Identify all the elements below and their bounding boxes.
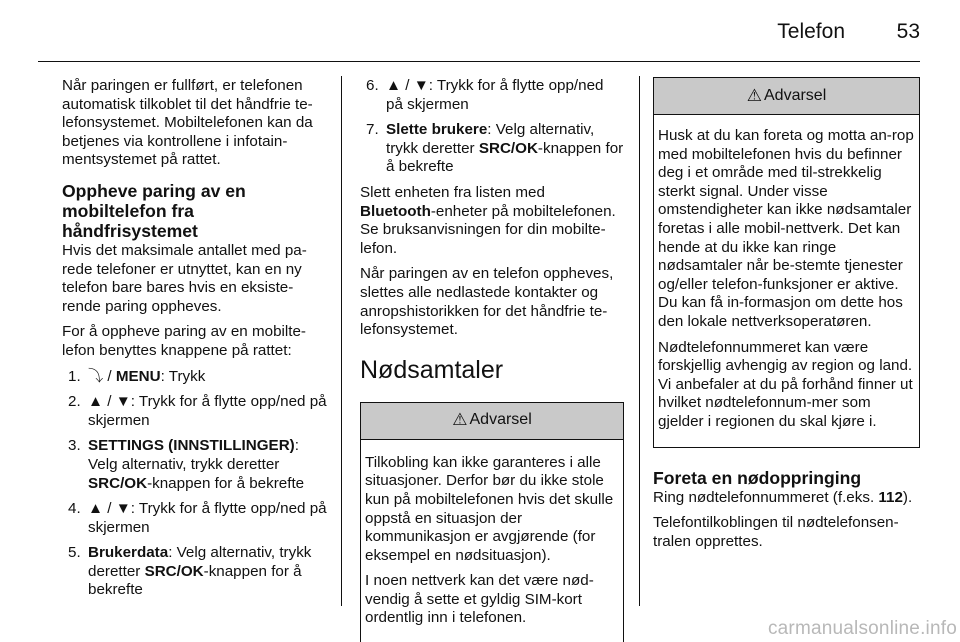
up-down-arrows-icon: ▲ / ▼ xyxy=(88,393,131,411)
step-text: -knappen for å bekrefte xyxy=(386,139,624,176)
list-item xyxy=(62,544,328,600)
paragraph xyxy=(360,184,624,258)
step-number: 3. xyxy=(68,437,81,455)
src-ok-label: SRC/OK xyxy=(144,562,204,580)
intro-paragraph: Når paringen er fullført, er telefonen automatisk tilkoblet til det håndfrie te-lefonsystemet. Mobiltelefonen kan da betjenes via kontrollene i infotain-mentsystemet på rattet. xyxy=(62,77,313,169)
step-text: : Velg alternativ, trykk deretter xyxy=(88,544,312,580)
step-text: : Trykk xyxy=(160,367,206,385)
steps-list xyxy=(62,368,328,601)
paragraph xyxy=(653,489,920,508)
warning-icon: ⚠ xyxy=(452,410,468,430)
watermark: carmanualsonline.info xyxy=(767,618,957,639)
list-item xyxy=(62,500,328,537)
text: -enheter på mobiltelefonen. Se bruksanvisningen for din mobilte-lefon. xyxy=(360,202,616,257)
list-item xyxy=(62,368,328,387)
list-item xyxy=(360,121,624,177)
section-heading-emergency-call: Foreta en nødoppringing xyxy=(653,467,862,488)
step-number: 1. xyxy=(68,367,81,385)
step-number: 5. xyxy=(68,544,81,562)
paragraph: Telefontilkoblingen til nødtelefonsen-tralen opprettes. xyxy=(653,514,899,550)
warning-text: Tilkobling kan ikke garanteres i alle situasjoner. Derfor bør du ikke stole kun på mobiltelefonen hvis det skulle oppstå en situasjon der kommunikasjon er avgjørende (for eksempel en nødsituasjon). xyxy=(365,453,614,564)
column-1 xyxy=(62,77,328,607)
text: ). xyxy=(902,488,913,506)
step-text: : Trykk for å flytte opp/ned på skjermen xyxy=(386,77,604,113)
warning-icon: ⚠ xyxy=(746,85,762,105)
text: Ring nødtelefonnummeret (f.eks. xyxy=(653,488,879,506)
paragraph: Når paringen av en telefon oppheves, slettes alle nedlastede kontakter og anropshistorikken for det håndfrie te-lefonsystemet. xyxy=(360,265,614,339)
src-ok-label: SRC/OK xyxy=(88,474,148,492)
header-title: Telefon xyxy=(777,20,845,43)
separator: / xyxy=(103,367,116,385)
warning-body xyxy=(361,440,623,642)
step-text: : Velg alternativ, trykk deretter xyxy=(88,437,299,473)
warning-text: Nødtelefonnummeret kan være forskjellig avhengig av region og land. Vi anbefaler at du på forhånd finner ut hvilket nødtelefonnum-mer som gjelder i regionen du skal kjøre i. xyxy=(658,338,913,430)
src-ok-label: SRC/OK xyxy=(478,139,538,157)
paragraph: Hvis det maksimale antallet med pa-rede telefoner er utnyttet, kan en ny telefon bare bares hvis en eksiste-rende paring oppheves. xyxy=(62,241,307,315)
up-down-arrows-icon: ▲ / ▼ xyxy=(88,500,131,518)
list-item xyxy=(62,437,328,493)
warning-label: Advarsel xyxy=(469,411,532,429)
step-text: -knappen for å bekrefte xyxy=(88,562,302,599)
warning-header xyxy=(654,78,919,115)
section-heading-emergency: Nødsamtaler xyxy=(360,355,504,384)
bluetooth-label: Bluetooth xyxy=(360,202,431,220)
step-text: : Velg alternativ, trykk deretter xyxy=(386,121,595,157)
delete-users-label: Slette brukere xyxy=(386,121,488,139)
steps-list-continued xyxy=(360,77,624,177)
phone-arrow-icon: ⤵ xyxy=(88,367,104,385)
step-number: 2. xyxy=(68,393,81,411)
user-data-label: Brukerdata xyxy=(88,544,169,562)
up-down-arrows-icon: ▲ / ▼ xyxy=(386,77,429,94)
column-3 xyxy=(653,77,920,558)
header-rule xyxy=(38,61,920,62)
warning-header xyxy=(361,403,623,440)
text: Slett enheten fra listen med xyxy=(360,183,545,201)
page-number: 53 xyxy=(896,20,920,43)
section-heading-unpair: Oppheve paring av en mobiltelefon fra håndfrisystemet xyxy=(62,180,246,241)
list-item xyxy=(62,393,328,430)
step-text: : Trykk for å flytte opp/ned på skjermen xyxy=(88,500,327,536)
step-number: 4. xyxy=(68,500,81,518)
column-2 xyxy=(360,77,624,642)
column-divider-right xyxy=(639,76,640,606)
column-divider-left xyxy=(341,76,342,606)
warning-box xyxy=(653,77,920,448)
emergency-number: 112 xyxy=(878,488,903,506)
settings-label: SETTINGS (INNSTILLINGER) xyxy=(88,437,295,455)
warning-box xyxy=(360,402,624,642)
step-number: 6. xyxy=(366,77,379,94)
warning-text: Husk at du kan foreta og motta an-rop med mobiltelefonen hvis du befinner deg i et område med til-strekkelig sterkt signal. Under visse omstendigheter kan ikke nødsamtaler foretas i alle mobil-nettverk. Det kan hende at du ikke kan ringe nødsamtaler når be-stemte tjenester og/eller telefon-funksjoner er aktive. Du kan få in-formasjon om dette hos den lokale nettverksoperatøren. xyxy=(658,127,914,330)
paragraph: For å oppheve paring av en mobilte-lefon benyttes knappene på rattet: xyxy=(62,323,306,359)
step-text: : Trykk for å flytte opp/ned på skjermen xyxy=(88,393,327,429)
warning-label: Advarsel xyxy=(764,86,827,104)
warning-body xyxy=(654,115,919,447)
step-number: 7. xyxy=(366,121,379,139)
step-text: -knappen for å bekrefte xyxy=(147,474,305,492)
menu-label: MENU xyxy=(115,367,161,385)
list-item xyxy=(360,77,624,114)
warning-text: I noen nettverk kan det være nød-vendig å sette et gyldig SIM-kort ordentlig inn i telefonen. xyxy=(365,572,594,627)
